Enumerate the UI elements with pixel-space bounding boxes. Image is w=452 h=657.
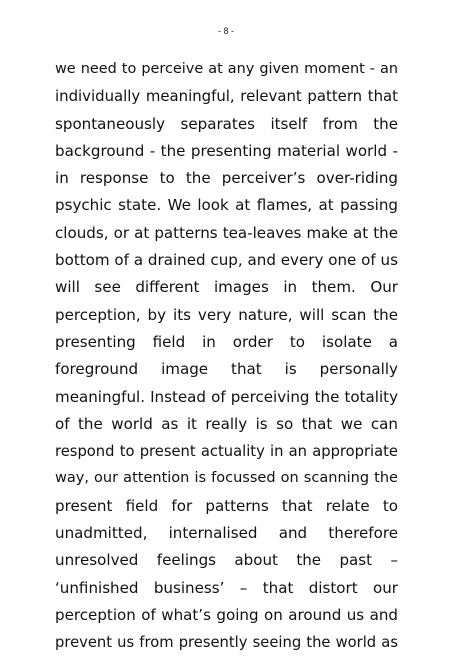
text-line: in response to the perceiver’s over-riding — [55, 169, 398, 188]
text-line: unresolved feelings about the past – — [55, 551, 398, 570]
text-line: present field for patterns that relate to — [55, 496, 398, 515]
text-line: psychic state. We look at flames, at passing — [55, 196, 398, 215]
text-line: meaningful. Instead of perceiving the totality — [55, 387, 398, 406]
text-line: respond to present actuality in an appropriate — [55, 443, 398, 461]
text-line: way, our attention is focussed on scanning the — [55, 470, 398, 487]
text-line: ‘unfinished business’ – that distort our — [55, 578, 398, 597]
body-paragraph — [55, 56, 398, 657]
text-line: prevent us from presently seeing the world as — [55, 634, 398, 652]
text-line: spontaneously separates itself from the — [55, 114, 398, 133]
text-line: individually meaningful, relevant pattern that — [55, 87, 398, 106]
text-line: perception of what’s going on around us and — [55, 605, 398, 624]
text-line: bottom of a drained cup, and every one of us — [55, 251, 398, 270]
text-line: of the world as it really is so that we can — [55, 414, 398, 433]
text-line: background - the presenting material world - — [55, 141, 398, 160]
text-line: foreground image that is personally — [55, 360, 398, 379]
text-line: we need to perceive at any given moment - an — [55, 61, 398, 77]
text-line: presenting field in order to isolate a — [55, 332, 398, 351]
text-line: will see different images in them. Our — [55, 278, 398, 297]
text-line: unadmitted, internalised and therefore — [55, 524, 398, 543]
text-line: clouds, or at patterns tea-leaves make at the — [55, 223, 398, 242]
text-line: perception, by its very nature, will scan the — [55, 305, 398, 324]
page-number: - 8 - — [217, 26, 234, 36]
